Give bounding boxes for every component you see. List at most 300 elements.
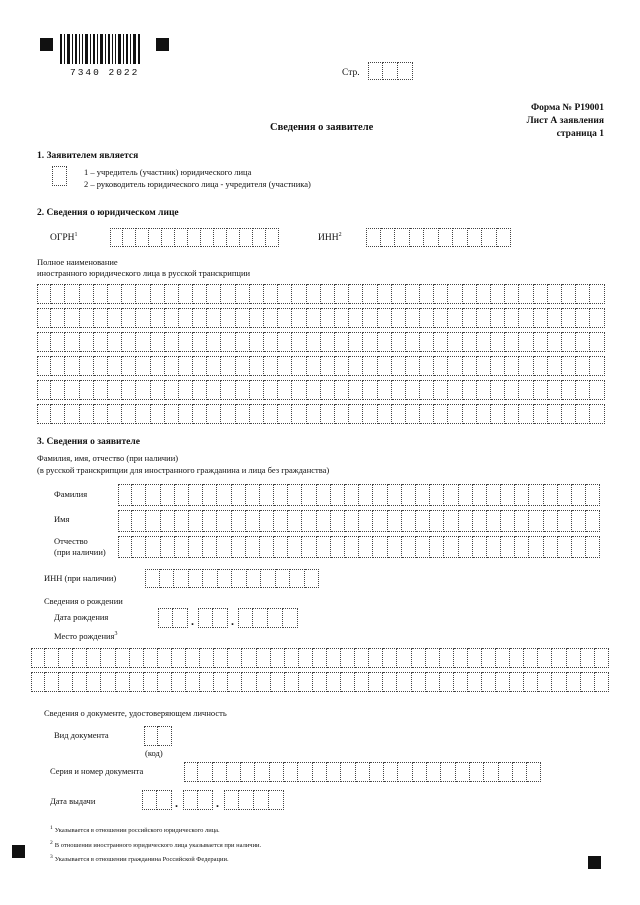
input-cell[interactable]: [136, 308, 150, 328]
input-cell[interactable]: [51, 404, 65, 424]
input-cell[interactable]: [162, 228, 175, 247]
input-cell[interactable]: [149, 228, 162, 247]
applicant-type-cell[interactable]: [52, 166, 67, 186]
input-cell[interactable]: [246, 536, 260, 558]
input-cell[interactable]: [534, 356, 548, 376]
input-cell[interactable]: [250, 380, 264, 400]
input-cell[interactable]: [246, 484, 260, 506]
input-cell[interactable]: [473, 510, 487, 532]
input-cell[interactable]: [363, 332, 377, 352]
input-cell[interactable]: [165, 404, 179, 424]
input-cell[interactable]: [590, 404, 604, 424]
input-cell[interactable]: [470, 762, 484, 782]
input-cell[interactable]: [548, 308, 562, 328]
input-cell[interactable]: [198, 608, 213, 628]
input-cell[interactable]: [175, 228, 188, 247]
input-cell[interactable]: [359, 536, 373, 558]
input-cell[interactable]: [193, 308, 207, 328]
input-cell[interactable]: [373, 484, 387, 506]
input-cell[interactable]: [456, 762, 470, 782]
input-cell[interactable]: [264, 308, 278, 328]
input-cell[interactable]: [562, 308, 576, 328]
input-cell[interactable]: [392, 404, 406, 424]
foreign-name-row[interactable]: [37, 380, 605, 400]
doc-series-cells[interactable]: [184, 762, 541, 782]
input-cell[interactable]: [65, 404, 79, 424]
input-cell[interactable]: [161, 536, 175, 558]
input-cell[interactable]: [270, 762, 284, 782]
input-cell[interactable]: [122, 404, 136, 424]
doc-issue-month-cells[interactable]: [183, 790, 213, 810]
input-cell[interactable]: [161, 484, 175, 506]
input-cell[interactable]: [331, 510, 345, 532]
input-cell[interactable]: [402, 484, 416, 506]
input-cell[interactable]: [203, 484, 217, 506]
input-cell[interactable]: [253, 228, 266, 247]
input-cell[interactable]: [595, 672, 609, 692]
input-cell[interactable]: [264, 356, 278, 376]
input-cell[interactable]: [217, 484, 231, 506]
input-cell[interactable]: [136, 228, 149, 247]
input-cell[interactable]: [165, 308, 179, 328]
input-cell[interactable]: [581, 672, 595, 692]
input-cell[interactable]: [378, 308, 392, 328]
input-cell[interactable]: [307, 332, 321, 352]
input-cell[interactable]: [426, 672, 440, 692]
input-cell[interactable]: [145, 569, 160, 588]
input-cell[interactable]: [278, 284, 292, 304]
input-cell[interactable]: [285, 672, 299, 692]
input-cell[interactable]: [484, 762, 498, 782]
input-cell[interactable]: [482, 672, 496, 692]
input-cell[interactable]: [345, 510, 359, 532]
input-cell[interactable]: [45, 648, 59, 668]
input-cell[interactable]: [73, 672, 87, 692]
input-cell[interactable]: [368, 62, 383, 80]
input-cell[interactable]: [232, 484, 246, 506]
input-cell[interactable]: [31, 648, 45, 668]
input-cell[interactable]: [298, 762, 312, 782]
input-cell[interactable]: [448, 356, 462, 376]
input-cell[interactable]: [221, 404, 235, 424]
input-cell[interactable]: [189, 569, 204, 588]
input-cell[interactable]: [165, 332, 179, 352]
input-cell[interactable]: [487, 510, 501, 532]
input-cell[interactable]: [144, 726, 158, 746]
input-cell[interactable]: [247, 569, 262, 588]
foreign-name-row[interactable]: [37, 332, 605, 352]
input-cell[interactable]: [37, 380, 51, 400]
input-cell[interactable]: [406, 380, 420, 400]
input-cell[interactable]: [283, 608, 298, 628]
input-cell[interactable]: [454, 672, 468, 692]
input-cell[interactable]: [217, 510, 231, 532]
input-cell[interactable]: [175, 536, 189, 558]
doc-issue-day-cells[interactable]: [142, 790, 172, 810]
input-cell[interactable]: [165, 284, 179, 304]
input-cell[interactable]: [487, 536, 501, 558]
input-cell[interactable]: [260, 510, 274, 532]
input-cell[interactable]: [188, 228, 201, 247]
input-cell[interactable]: [562, 284, 576, 304]
input-cell[interactable]: [158, 648, 172, 668]
input-cell[interactable]: [266, 228, 279, 247]
input-cell[interactable]: [94, 284, 108, 304]
input-cell[interactable]: [505, 380, 519, 400]
input-cell[interactable]: [203, 536, 217, 558]
input-cell[interactable]: [110, 228, 123, 247]
input-cell[interactable]: [496, 672, 510, 692]
input-cell[interactable]: [203, 510, 217, 532]
input-cell[interactable]: [108, 332, 122, 352]
input-cell[interactable]: [491, 308, 505, 328]
input-cell[interactable]: [87, 672, 101, 692]
input-cell[interactable]: [349, 380, 363, 400]
input-cell[interactable]: [313, 672, 327, 692]
birth-month-cells[interactable]: [198, 608, 228, 628]
input-cell[interactable]: [335, 308, 349, 328]
input-cell[interactable]: [59, 648, 73, 668]
input-cell[interactable]: [288, 510, 302, 532]
input-cell[interactable]: [477, 356, 491, 376]
input-cell[interactable]: [384, 762, 398, 782]
input-cell[interactable]: [116, 648, 130, 668]
input-cell[interactable]: [552, 648, 566, 668]
input-cell[interactable]: [207, 284, 221, 304]
input-cell[interactable]: [132, 484, 146, 506]
input-cell[interactable]: [198, 762, 212, 782]
input-cell[interactable]: [345, 484, 359, 506]
input-cell[interactable]: [590, 332, 604, 352]
input-cell[interactable]: [65, 332, 79, 352]
input-cell[interactable]: [373, 536, 387, 558]
input-cell[interactable]: [392, 284, 406, 304]
input-cell[interactable]: [392, 380, 406, 400]
input-cell[interactable]: [576, 308, 590, 328]
input-cell[interactable]: [213, 762, 227, 782]
input-cell[interactable]: [363, 356, 377, 376]
input-cell[interactable]: [207, 308, 221, 328]
input-cell[interactable]: [534, 284, 548, 304]
input-cell[interactable]: [420, 356, 434, 376]
input-cell[interactable]: [482, 648, 496, 668]
input-cell[interactable]: [482, 228, 497, 247]
input-cell[interactable]: [317, 510, 331, 532]
input-cell[interactable]: [562, 380, 576, 400]
input-cell[interactable]: [246, 510, 260, 532]
input-cell[interactable]: [122, 380, 136, 400]
input-cell[interactable]: [440, 648, 454, 668]
input-cell[interactable]: [189, 484, 203, 506]
input-cell[interactable]: [491, 284, 505, 304]
input-cell[interactable]: [576, 284, 590, 304]
input-cell[interactable]: [558, 484, 572, 506]
input-cell[interactable]: [221, 380, 235, 400]
input-cell[interactable]: [497, 228, 512, 247]
input-cell[interactable]: [118, 536, 132, 558]
input-cell[interactable]: [165, 380, 179, 400]
input-cell[interactable]: [552, 672, 566, 692]
input-cell[interactable]: [392, 332, 406, 352]
input-cell[interactable]: [369, 648, 383, 668]
input-cell[interactable]: [165, 356, 179, 376]
input-cell[interactable]: [175, 510, 189, 532]
input-cell[interactable]: [255, 762, 269, 782]
input-cell[interactable]: [276, 569, 291, 588]
input-cell[interactable]: [544, 510, 558, 532]
input-cell[interactable]: [434, 332, 448, 352]
input-cell[interactable]: [132, 510, 146, 532]
input-cell[interactable]: [548, 380, 562, 400]
input-cell[interactable]: [221, 284, 235, 304]
input-cell[interactable]: [136, 404, 150, 424]
input-cell[interactable]: [548, 284, 562, 304]
input-cell[interactable]: [240, 228, 253, 247]
input-cell[interactable]: [548, 332, 562, 352]
input-cell[interactable]: [341, 762, 355, 782]
input-cell[interactable]: [232, 510, 246, 532]
input-cell[interactable]: [505, 332, 519, 352]
input-cell[interactable]: [242, 672, 256, 692]
birth-year-cells[interactable]: [238, 608, 298, 628]
input-cell[interactable]: [94, 308, 108, 328]
input-cell[interactable]: [264, 284, 278, 304]
input-cell[interactable]: [477, 332, 491, 352]
input-cell[interactable]: [193, 356, 207, 376]
input-cell[interactable]: [355, 672, 369, 692]
input-cell[interactable]: [548, 404, 562, 424]
input-cell[interactable]: [505, 284, 519, 304]
input-cell[interactable]: [193, 404, 207, 424]
input-cell[interactable]: [136, 284, 150, 304]
input-cell[interactable]: [45, 672, 59, 692]
input-cell[interactable]: [544, 484, 558, 506]
input-cell[interactable]: [378, 332, 392, 352]
input-cell[interactable]: [402, 510, 416, 532]
input-cell[interactable]: [473, 484, 487, 506]
input-cell[interactable]: [183, 790, 198, 810]
input-cell[interactable]: [80, 308, 94, 328]
ogrn-cells[interactable]: [110, 228, 279, 247]
input-cell[interactable]: [200, 648, 214, 668]
foreign-name-row[interactable]: [37, 284, 605, 304]
input-cell[interactable]: [538, 648, 552, 668]
input-cell[interactable]: [292, 404, 306, 424]
input-cell[interactable]: [236, 332, 250, 352]
input-cell[interactable]: [175, 484, 189, 506]
input-cell[interactable]: [534, 380, 548, 400]
input-cell[interactable]: [413, 762, 427, 782]
input-cell[interactable]: [321, 308, 335, 328]
input-cell[interactable]: [193, 332, 207, 352]
input-cell[interactable]: [80, 284, 94, 304]
input-cell[interactable]: [572, 536, 586, 558]
input-cell[interactable]: [349, 284, 363, 304]
input-cell[interactable]: [236, 308, 250, 328]
page-number-cells[interactable]: [368, 62, 413, 80]
input-cell[interactable]: [250, 404, 264, 424]
input-cell[interactable]: [307, 356, 321, 376]
input-cell[interactable]: [198, 790, 213, 810]
input-cell[interactable]: [534, 404, 548, 424]
input-cell[interactable]: [260, 536, 274, 558]
input-cell[interactable]: [207, 380, 221, 400]
input-cell[interactable]: [59, 672, 73, 692]
input-cell[interactable]: [590, 356, 604, 376]
input-cell[interactable]: [302, 484, 316, 506]
input-cell[interactable]: [392, 308, 406, 328]
input-cell[interactable]: [398, 62, 413, 80]
input-cell[interactable]: [193, 380, 207, 400]
input-cell[interactable]: [388, 510, 402, 532]
input-cell[interactable]: [524, 648, 538, 668]
input-cell[interactable]: [305, 569, 320, 588]
input-cell[interactable]: [381, 228, 396, 247]
input-cell[interactable]: [388, 536, 402, 558]
input-cell[interactable]: [51, 380, 65, 400]
foreign-name-row[interactable]: [37, 308, 605, 328]
input-cell[interactable]: [130, 672, 144, 692]
input-cell[interactable]: [392, 356, 406, 376]
input-cell[interactable]: [179, 284, 193, 304]
input-cell[interactable]: [101, 648, 115, 668]
input-cell[interactable]: [94, 356, 108, 376]
input-cell[interactable]: [505, 356, 519, 376]
input-cell[interactable]: [463, 404, 477, 424]
input-cell[interactable]: [108, 308, 122, 328]
input-cell[interactable]: [567, 672, 581, 692]
input-cell[interactable]: [515, 484, 529, 506]
input-cell[interactable]: [363, 308, 377, 328]
input-cell[interactable]: [274, 484, 288, 506]
input-cell[interactable]: [416, 510, 430, 532]
input-cell[interactable]: [37, 332, 51, 352]
input-cell[interactable]: [179, 404, 193, 424]
input-cell[interactable]: [459, 484, 473, 506]
input-cell[interactable]: [292, 380, 306, 400]
input-cell[interactable]: [146, 510, 160, 532]
input-cell[interactable]: [278, 332, 292, 352]
input-cell[interactable]: [406, 284, 420, 304]
input-cell[interactable]: [477, 284, 491, 304]
person-inn-cells[interactable]: [145, 569, 319, 588]
input-cell[interactable]: [420, 404, 434, 424]
input-cell[interactable]: [572, 510, 586, 532]
input-cell[interactable]: [161, 510, 175, 532]
input-cell[interactable]: [441, 762, 455, 782]
input-cell[interactable]: [317, 536, 331, 558]
input-cell[interactable]: [242, 648, 256, 668]
input-cell[interactable]: [321, 380, 335, 400]
input-cell[interactable]: [288, 536, 302, 558]
input-cell[interactable]: [420, 308, 434, 328]
input-cell[interactable]: [453, 228, 468, 247]
input-cell[interactable]: [151, 356, 165, 376]
input-cell[interactable]: [238, 608, 253, 628]
input-cell[interactable]: [562, 356, 576, 376]
input-cell[interactable]: [288, 484, 302, 506]
input-cell[interactable]: [412, 648, 426, 668]
input-cell[interactable]: [430, 510, 444, 532]
input-cell[interactable]: [534, 332, 548, 352]
input-cell[interactable]: [313, 648, 327, 668]
input-cell[interactable]: [228, 672, 242, 692]
input-cell[interactable]: [586, 484, 600, 506]
input-cell[interactable]: [214, 648, 228, 668]
input-cell[interactable]: [510, 672, 524, 692]
input-cell[interactable]: [341, 648, 355, 668]
input-cell[interactable]: [122, 332, 136, 352]
input-cell[interactable]: [37, 404, 51, 424]
input-cell[interactable]: [160, 569, 175, 588]
input-cell[interactable]: [73, 648, 87, 668]
input-cell[interactable]: [37, 284, 51, 304]
input-cell[interactable]: [590, 380, 604, 400]
input-cell[interactable]: [224, 790, 239, 810]
input-cell[interactable]: [448, 380, 462, 400]
input-cell[interactable]: [349, 404, 363, 424]
input-cell[interactable]: [416, 484, 430, 506]
input-cell[interactable]: [505, 308, 519, 328]
input-cell[interactable]: [590, 284, 604, 304]
input-cell[interactable]: [544, 536, 558, 558]
input-cell[interactable]: [576, 404, 590, 424]
input-cell[interactable]: [558, 536, 572, 558]
input-cell[interactable]: [173, 608, 188, 628]
input-cell[interactable]: [567, 648, 581, 668]
input-cell[interactable]: [398, 762, 412, 782]
input-cell[interactable]: [257, 672, 271, 692]
input-cell[interactable]: [426, 648, 440, 668]
input-cell[interactable]: [136, 380, 150, 400]
input-cell[interactable]: [278, 308, 292, 328]
input-cell[interactable]: [186, 648, 200, 668]
input-cell[interactable]: [108, 404, 122, 424]
input-cell[interactable]: [420, 284, 434, 304]
input-cell[interactable]: [213, 608, 228, 628]
input-cell[interactable]: [468, 648, 482, 668]
input-cell[interactable]: [519, 332, 533, 352]
input-cell[interactable]: [317, 484, 331, 506]
input-cell[interactable]: [463, 308, 477, 328]
input-cell[interactable]: [349, 332, 363, 352]
input-cell[interactable]: [477, 380, 491, 400]
input-cell[interactable]: [302, 510, 316, 532]
input-cell[interactable]: [207, 404, 221, 424]
input-cell[interactable]: [434, 356, 448, 376]
input-cell[interactable]: [369, 672, 383, 692]
input-cell[interactable]: [558, 510, 572, 532]
input-cell[interactable]: [189, 536, 203, 558]
input-cell[interactable]: [264, 380, 278, 400]
input-cell[interactable]: [236, 404, 250, 424]
input-cell[interactable]: [122, 308, 136, 328]
input-cell[interactable]: [590, 308, 604, 328]
input-cell[interactable]: [331, 484, 345, 506]
input-cell[interactable]: [463, 380, 477, 400]
input-cell[interactable]: [363, 404, 377, 424]
input-cell[interactable]: [327, 648, 341, 668]
input-cell[interactable]: [214, 228, 227, 247]
input-cell[interactable]: [201, 228, 214, 247]
input-cell[interactable]: [158, 726, 172, 746]
input-cell[interactable]: [278, 356, 292, 376]
input-cell[interactable]: [80, 404, 94, 424]
input-cell[interactable]: [406, 308, 420, 328]
input-cell[interactable]: [463, 332, 477, 352]
input-cell[interactable]: [468, 672, 482, 692]
input-cell[interactable]: [499, 762, 513, 782]
